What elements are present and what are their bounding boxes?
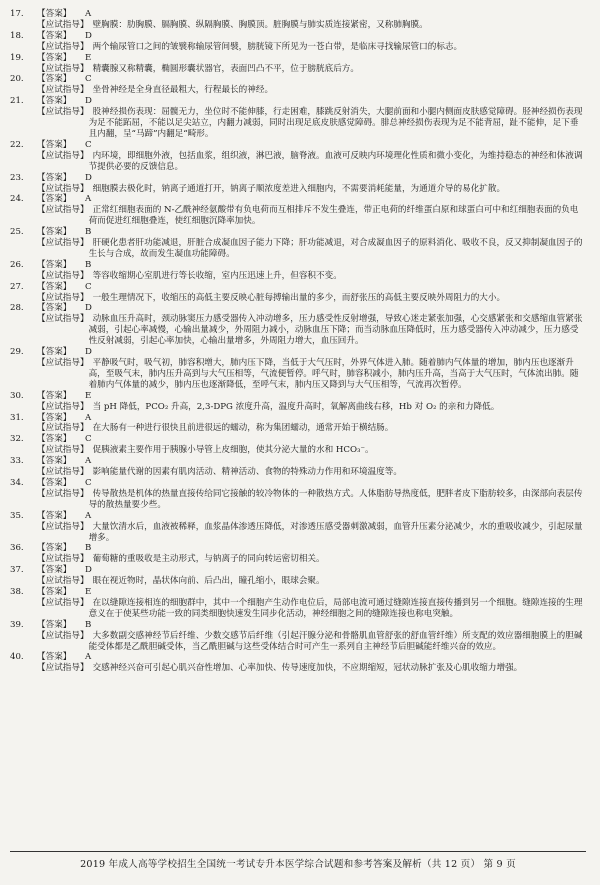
question-entry [10,587,586,620]
question-number: 40. [10,652,24,663]
explanation-row [10,554,586,565]
explanation-text: 葡萄糖的重吸收是主动形式，与钠离子的同向转运密切相关。 [92,554,325,565]
answer-label: 【答案】 [37,259,72,270]
explanation-text: 大多数副交感神经节后纤维、少数交感节后纤维（引起汗腺分泌和骨骼肌血管舒张的舒血管纤维）所支配的效应器细胞膜上的胆碱能受体都是乙酰胆碱受体，当乙酰胆碱与这些受体结合时可产生一系列自主神经节后胆碱能纤维兴奋的效应。 [88,630,583,652]
answer-value: D [85,565,92,576]
explanation-text: 传导散热是机体的热量直接传给同它接触的较冷物体的一种散热方式。人体脂肪导热度低，肥胖者皮下脂肪较多，由深部向表层传导的散热量要少些。 [88,488,583,510]
guide-label: 【应试指导】 [37,270,89,281]
answer-value: C [85,139,92,150]
answer-label: 【答案】 [37,477,72,488]
explanation-row [10,64,586,75]
guide-label: 【应试指导】 [37,423,89,434]
question-entry [10,194,586,227]
answer-label: 【答案】 [37,347,72,358]
question-entry [10,74,586,96]
answer-label: 【答案】 [37,456,72,467]
question-number: 18. [10,30,24,41]
guide-label: 【应试指导】 [37,314,89,325]
explanation-row [10,598,586,620]
answer-value: E [85,52,92,63]
explanation-row [10,184,586,195]
answer-value: A [85,412,92,423]
answer-value: D [85,303,92,314]
explanation-text: 坐骨神经是全身直径最粗大，行程最长的神经。 [92,85,274,96]
answer-row [10,587,586,598]
explanation-text: 在以缝隙连接相连的细胞群中，其中一个细胞产生动作电位后，局部电流可通过缝隙连接直接传播到另一个细胞。缝隙连接的生理意义在于使某些功能一致的同类细胞快速发生同步化活动，神经细胞之间的缝隙连接也称电突触。 [88,597,583,619]
answer-label: 【答案】 [37,412,72,423]
answer-value: B [85,259,92,270]
answer-value: C [85,74,92,85]
explanation-text: 一般生理情况下，收缩压的高低主要反映心脏每搏输出量的多少，而舒张压的高低主要反映外周阻力的大小。 [92,292,506,303]
guide-label: 【应试指导】 [37,150,89,161]
explanation-row [10,271,586,282]
answer-value: A [85,9,92,19]
answer-value: D [85,30,92,41]
explanation-text: 正常红细胞表面的 N-乙酰神经氨酸带有负电荷而互相排斥不发生叠连，带正电荷的纤维蛋白原和球蛋白可中和红细胞表面的负电荷而促进红细胞叠连，使红细胞沉降率加快。 [88,205,579,227]
answer-label: 【答案】 [37,434,72,445]
answer-row [10,227,586,238]
question-number: 36. [10,543,24,554]
answer-row [10,565,586,576]
answer-value: D [85,347,92,358]
explanation-row [10,314,586,347]
explanation-text: 当 pH 降低，PCO₂ 升高，2,3-DPG 浓度升高，温度升高时，氧解离曲线右移，Hb 对 O₂ 的亲和力降低。 [92,401,500,412]
question-entry [10,565,586,587]
question-number: 28. [10,303,24,314]
explanation-row [10,423,586,434]
question-entry [10,227,586,260]
question-number: 21. [10,96,24,107]
explanation-row [10,293,586,304]
question-entry [10,53,586,75]
explanation-text: 动脉血压升高时，颈动脉窦压力感受器传入冲动增多，压力感受性反射增强，导致心迷走紧张加强，心交感紧张和交感缩血管紧张减弱，引起心率减慢，心输出量减少，外周阻力减小，动脉血压下降；而当动脉血压降低时，压力感受器传入冲动减少，压力感受性反射减弱，引起心率加快，心输出量增多，外周阻力增大，血压回升。 [88,314,583,347]
question-entry [10,413,586,435]
question-entry [10,96,586,140]
answer-value: E [85,390,92,401]
guide-label: 【应试指导】 [37,358,89,368]
guide-label: 【应试指导】 [37,292,89,303]
question-number: 22. [10,139,24,150]
question-number: 34. [10,477,24,488]
answer-value: C [85,281,92,292]
explanation-text: 影响能量代谢的因素有肌肉活动、精神活动、食物的特殊动力作用和环境温度等。 [92,467,402,478]
explanation-row [10,467,586,478]
guide-label: 【应试指导】 [37,576,89,587]
question-entry [10,173,586,195]
explanation-text: 眼在视近物时，晶状体向前、后凸出，瞳孔缩小，眼球会聚。 [92,576,325,587]
question-number: 37. [10,565,24,576]
question-number: 29. [10,347,24,358]
explanation-text: 平静吸气时，吸气初，肺容积增大，肺内压下降，当低于大气压时，外界气体进入肺。随着肺内气体量的增加，肺内压也逐渐升高，至吸气末，肺内压升高到与大气压相等，气流便暂停。呼气时，肺容积减小，肺内压升高，当高于大气压时，气体流出肺。随着肺内气体量的减少，肺内压也逐渐降低，至呼气末，肺内压又降到与大气压相等，气流再次暂停。 [88,358,579,390]
explanation-row [10,151,586,173]
explanation-row [10,42,586,53]
answer-row [10,74,586,85]
explanation-row [10,631,586,653]
answer-value: A [85,456,92,467]
guide-label: 【应试指导】 [37,445,89,456]
answer-value: D [85,172,92,183]
answer-value: A [85,194,92,205]
question-entry [10,478,586,511]
question-entry [10,434,586,456]
answer-value: B [85,619,92,630]
guide-label: 【应试指导】 [37,238,89,249]
answer-label: 【答案】 [37,172,72,183]
answer-value: A [85,652,92,663]
guide-label: 【应试指导】 [37,630,89,641]
answer-row [10,391,586,402]
answer-label: 【答案】 [37,587,72,598]
guide-label: 【应试指导】 [37,521,89,532]
answer-row [10,543,586,554]
answer-row [10,260,586,271]
question-entry [10,140,586,173]
explanation-row [10,522,586,544]
explanation-text: 两个输尿管口之间的皱襞称输尿管间襞，膀胱镜下所见为一苍白带，是临床寻找输尿管口的标志。 [92,41,463,52]
answer-row [10,456,586,467]
question-number: 38. [10,587,24,598]
explanation-text: 精囊腺又称精囊，椭圆形囊状器官，表面凹凸不平，位于膀胱底后方。 [92,63,359,74]
question-number: 17. [10,9,24,19]
guide-label: 【应试指导】 [37,205,89,216]
guide-label: 【应试指导】 [37,19,89,30]
answer-label: 【答案】 [37,30,72,41]
guide-label: 【应试指导】 [37,63,89,74]
guide-label: 【应试指导】 [37,183,89,194]
question-entry [10,652,586,674]
question-number: 27. [10,281,24,292]
question-number: 25. [10,227,24,238]
explanation-row [10,358,586,391]
explanation-row [10,205,586,227]
answer-row [10,173,586,184]
explanation-row [10,663,586,674]
question-entry [10,347,586,391]
answer-row [10,303,586,314]
guide-label: 【应试指导】 [37,663,89,674]
question-number: 24. [10,194,24,205]
guide-label: 【应试指导】 [37,401,89,412]
page-footer: 2019 年成人高等学校招生全国统一考试专升本医学综合试题和参考答案及解析（共 12 页） 第 9 页 [10,851,586,870]
guide-label: 【应试指导】 [37,85,89,96]
guide-label: 【应试指导】 [37,554,89,565]
question-entry [10,543,586,565]
question-entry [10,260,586,282]
explanation-text: 交感神经兴奋可引起心肌兴奋性增加、心率加快、传导速度加快，不应期缩短，冠状动脉扩张及心肌收缩力增强。 [92,663,523,674]
explanation-text: 大量饮清水后，血液被稀释，血浆晶体渗透压降低，对渗透压感受器刺激减弱，血管升压素分泌减少，水的重吸收减少，引起尿量增多。 [88,521,583,543]
answer-row [10,434,586,445]
answer-label: 【答案】 [37,619,72,630]
question-number: 23. [10,172,24,183]
guide-label: 【应试指导】 [37,41,89,52]
answer-label: 【答案】 [37,74,72,85]
answer-row [10,478,586,489]
guide-label: 【应试指导】 [37,597,89,608]
question-number: 30. [10,390,24,401]
explanation-text: 内环境，即细胞外液，包括血浆，组织液，淋巴液，脑脊液。血液可反映内环境理化性质和微小变化，为维持稳态的神经和体液调节提供必要的反馈信息。 [88,150,583,172]
answer-row [10,31,586,42]
explanation-row [10,576,586,587]
answer-value: C [85,477,92,488]
explanation-row [10,238,586,260]
explanation-row [10,85,586,96]
question-number: 32. [10,434,24,445]
answer-value: A [85,510,92,521]
explanation-row [10,107,586,140]
question-entry [10,456,586,478]
explanation-text: 壁胸膜：肋胸膜、膈胸膜、纵隔胸膜、胸膜顶。脏胸膜与肺实质连接紧密，又称肺胸膜。 [92,19,428,30]
answer-label: 【答案】 [37,52,72,63]
answer-label: 【答案】 [37,96,72,107]
answer-label: 【答案】 [37,9,72,19]
question-number: 35. [10,510,24,521]
explanation-row [10,445,586,456]
question-entry [10,9,586,31]
guide-label: 【应试指导】 [37,467,89,478]
answer-value: E [85,587,92,598]
answer-row [10,511,586,522]
question-entry [10,511,586,544]
explanation-text: 等容收缩期心室肌进行等长收缩，室内压迅速上升，但容积不变。 [92,270,342,281]
explanation-text: 在大肠有一种进行很快且前进很远的蠕动，称为集团蠕动，通常开始于横结肠。 [92,423,394,434]
question-entry [10,391,586,413]
guide-label: 【应试指导】 [37,107,89,118]
answer-value: B [85,543,92,554]
answer-value: D [85,96,92,107]
answer-value: B [85,227,92,238]
question-number: 19. [10,52,24,63]
explanation-row [10,20,586,31]
question-number: 39. [10,619,24,630]
answer-row [10,53,586,64]
answer-label: 【答案】 [37,281,72,292]
question-entry [10,31,586,53]
answer-label: 【答案】 [37,194,72,205]
answer-value: C [85,434,92,445]
answer-row [10,96,586,107]
answer-entries [10,9,586,674]
answer-label: 【答案】 [37,543,72,554]
answer-label: 【答案】 [37,652,72,663]
answer-row [10,9,586,20]
question-entry [10,620,586,653]
explanation-row [10,489,586,511]
explanation-text: 细胞膜去极化时，钠离子通道打开，钠离子顺浓度差进入细胞内，不需要消耗能量，为通道介导的易化扩散。 [92,183,506,194]
explanation-text: 促胰液素主要作用于胰腺小导管上皮细胞，使其分泌大量的水和 HCO₃⁻。 [92,445,374,456]
answer-label: 【答案】 [37,139,72,150]
answer-row [10,194,586,205]
answer-label: 【答案】 [37,565,72,576]
answer-label: 【答案】 [37,390,72,401]
explanation-text: 肝硬化患者肝功能减退，肝脏合成凝血因子能力下降；肝功能减退，对合成凝血因子的原料消化、吸收不良，反又抑制凝血因子的生长与合成，故而发生凝血功能障碍。 [88,238,583,259]
question-number: 33. [10,456,24,467]
question-entry [10,282,586,304]
question-number: 26. [10,259,24,270]
explanation-row [10,402,586,413]
question-number: 20. [10,74,24,85]
answer-row [10,347,586,358]
answer-label: 【答案】 [37,510,72,521]
question-entry [10,303,586,347]
answer-row [10,140,586,151]
answer-row [10,652,586,663]
answer-row [10,413,586,424]
explanation-text: 股神经损伤表现：屈髋无力，坐位时不能伸膝，行走困难，膝跳反射消失，大腿前面和小腿内侧面皮肤感觉障碍。胫神经损伤表现为足不能跖屈，不能以足尖站立，内翻力减弱，同时出现足底皮肤感觉障碍。腓总神经损伤表现为足不能背屈，趾不能伸，足下垂且内翻，呈“马蹄”内翻足“畸形。 [88,107,583,139]
answer-row [10,282,586,293]
guide-label: 【应试指导】 [37,488,89,499]
answer-label: 【答案】 [37,303,72,314]
question-number: 31. [10,412,24,423]
answer-label: 【答案】 [37,227,72,238]
answer-row [10,620,586,631]
